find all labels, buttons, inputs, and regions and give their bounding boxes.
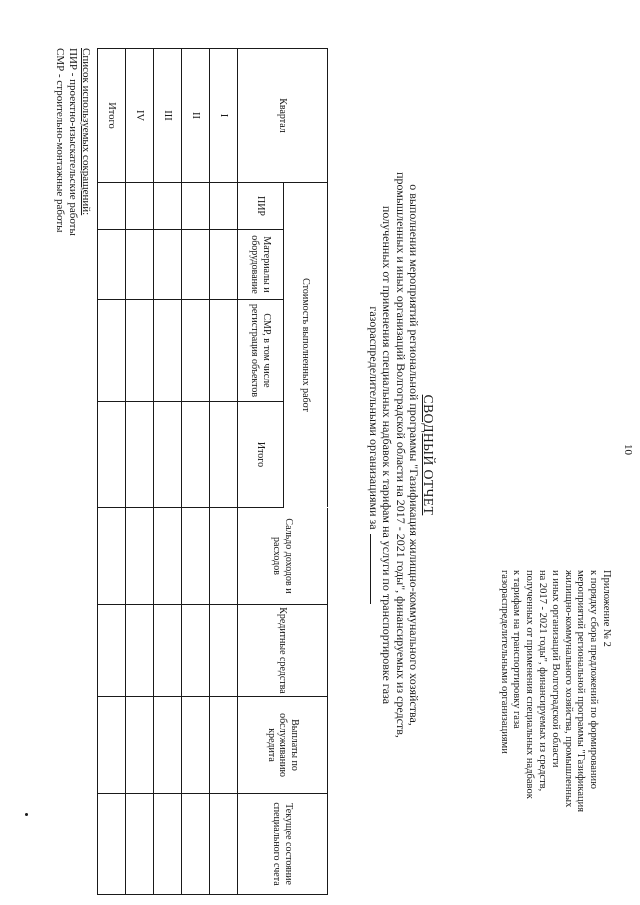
table-cell — [210, 508, 238, 605]
table-cell — [210, 183, 238, 230]
row-quarter-label: I — [210, 49, 238, 183]
table-cell — [182, 794, 210, 895]
appendix-line: к тарифам на транспортировку газа — [511, 570, 523, 729]
report-subtitle-line: промышленных и иных организаций Волгоградской области на 2017 - 2021 годы", финансируемых из средств, — [394, 172, 408, 738]
header-materials: Материалы и оборудование — [238, 230, 284, 300]
appendix-note — [497, 570, 612, 900]
table-cell — [154, 508, 182, 605]
row-quarter-label: IV — [126, 49, 154, 183]
appendix-line: полученных от применения специальных надбавок — [524, 570, 536, 799]
header-account: Текущее состояние специального счета — [238, 794, 328, 895]
table-cell — [182, 300, 210, 402]
table-cell — [126, 605, 154, 697]
table-cell — [154, 697, 182, 794]
report-table — [97, 48, 328, 895]
scan-speck — [25, 813, 28, 816]
report-subtitle-text: газораспределительными организациями за — [367, 306, 381, 530]
table-cell — [210, 402, 238, 508]
row-quarter-label: II — [182, 49, 210, 183]
appendix-line: Приложение № 2 — [601, 570, 612, 647]
table-cell — [154, 794, 182, 895]
appendix-line: и иных организаций Волгоградской области — [549, 570, 561, 768]
table-cell — [98, 794, 126, 895]
abbreviation-item: СМР - строительно-монтажные работы — [54, 48, 66, 233]
table-cell — [210, 300, 238, 402]
appendix-line: жилищно-коммунального хозяйства, промышленных — [562, 570, 574, 808]
table-cell — [154, 230, 182, 300]
header-pir: ПИР — [238, 183, 284, 230]
table-cell — [210, 794, 238, 895]
table-cell — [126, 508, 154, 605]
table-cell — [98, 300, 126, 402]
header-credit: Кредитные средства — [238, 605, 328, 697]
period-blank-line — [370, 534, 380, 604]
header-smr: СМР, в том числе регистрация объектов — [238, 300, 284, 402]
table-cell — [210, 697, 238, 794]
abbreviations-heading: Список используемых сокращений: — [80, 48, 92, 216]
table-row — [210, 49, 238, 895]
table-cell — [210, 230, 238, 300]
table-cell — [126, 183, 154, 230]
appendix-line: на 2017 - 2021 годы", финансируемых из средств, — [537, 570, 549, 792]
table-cell — [154, 183, 182, 230]
table-cell — [154, 300, 182, 402]
table-cell — [182, 697, 210, 794]
header-payments: Выплаты по обслуживанию кредита — [238, 697, 328, 794]
table-row-total — [98, 49, 126, 895]
table-cell — [126, 230, 154, 300]
table-cell — [98, 605, 126, 697]
header-balance: Сальдо доходов и расходов — [238, 508, 328, 605]
appendix-line: мероприятий региональной программы "Газификация — [575, 570, 587, 813]
table-cell — [182, 402, 210, 508]
table-cell — [154, 605, 182, 697]
page-number: 10 — [622, 444, 634, 455]
table-cell — [154, 402, 182, 508]
table-cell — [182, 605, 210, 697]
report-subtitle-line: о выполнении мероприятий региональной программы "Газификация жилищно-коммунального хозяйства, — [407, 184, 422, 726]
table-cell — [126, 794, 154, 895]
table-row — [154, 49, 182, 895]
report-subtitle-line — [367, 60, 381, 850]
table-cell — [182, 183, 210, 230]
appendix-line: к порядку сбора предложений по формированию — [588, 570, 600, 789]
table-row — [126, 49, 154, 895]
header-cost-group: Стоимость выполненных работ — [284, 183, 328, 508]
header-total: Итого — [238, 402, 284, 508]
header-quarter: Квартал — [238, 49, 328, 183]
abbreviation-item: ПИР - проектно-изыскательские работы — [67, 48, 79, 236]
report-title: СВОДНЫЙ ОТЧЕТ — [421, 394, 436, 516]
report-title-block — [367, 60, 436, 850]
table-cell — [98, 402, 126, 508]
row-quarter-label: III — [154, 49, 182, 183]
table-row — [182, 49, 210, 895]
table-cell — [98, 508, 126, 605]
table-cell — [182, 508, 210, 605]
table-cell — [126, 697, 154, 794]
table-cell — [182, 230, 210, 300]
row-total-label: Итого — [98, 49, 126, 183]
table-cell — [98, 230, 126, 300]
table-cell — [126, 300, 154, 402]
table-cell — [210, 605, 238, 697]
appendix-line: газораспределительными организациями — [498, 570, 510, 754]
table-cell — [98, 183, 126, 230]
report-subtitle-line: полученных от применения специальных надбавок к тарифам на услуги по транспортировке газа — [380, 205, 395, 705]
table-cell — [98, 697, 126, 794]
abbreviations-list — [53, 48, 92, 236]
table-cell — [126, 402, 154, 508]
